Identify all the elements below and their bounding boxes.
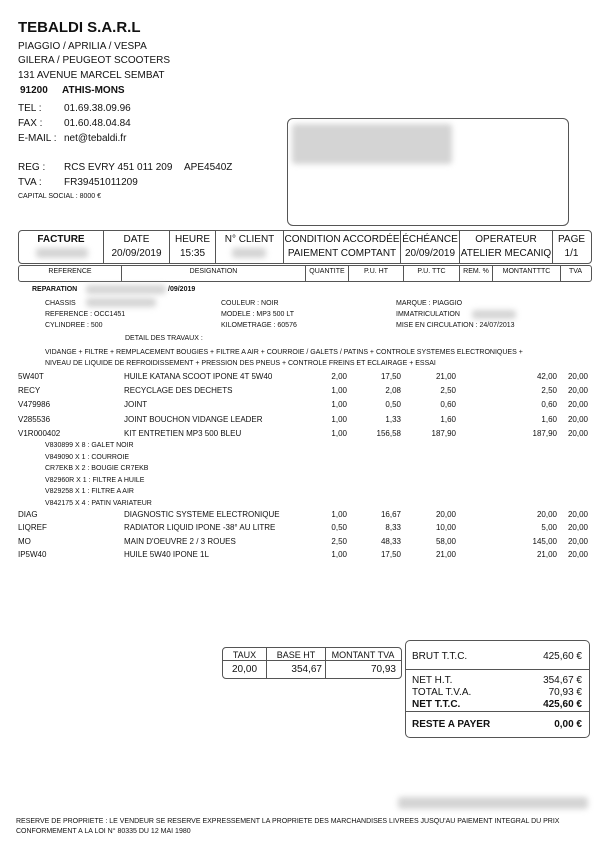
line-designation: HUILE 5W40 IPONE 1L [124,549,209,559]
kit-item: V829258 X 1 : FILTRE A AIR [45,488,134,495]
chassis-label: CHASSIS [45,300,76,307]
line-pu-ttc: 21,00 [435,372,456,381]
immatriculation-label: IMMATRICULATION [396,311,460,318]
company-address: 131 AVENUE MARCEL SEMBAT [18,70,165,81]
line-tva: 20,00 [567,523,588,533]
line-qty: 1,00 [331,400,347,410]
col-designation: DESIGNATION [189,268,238,275]
page-label: PAGE [557,234,586,245]
line-ref: RECY [18,386,41,396]
line-pu-ht: 17,50 [380,549,401,559]
line-qty: 1,00 [331,549,347,559]
circulation-label: MISE EN CIRCULATION : 24/07/2013 [396,322,515,329]
line-pu-ttc: 187,90 [431,428,456,438]
col-reference: REFERENCE [48,268,92,275]
tva-value: FR39451011209 [64,177,138,188]
fax-label: FAX : [18,118,43,129]
condition-value: PAIEMENT COMPTANT [287,248,397,259]
line-ref: 5W40T [18,372,44,381]
brut-ttc-value: 425,60 € [543,651,582,662]
company-brands-1: PIAGGIO / APRILIA / VESPA [18,41,147,52]
couleur-label: COULEUR : NOIR [221,300,279,307]
cylindree-label: CYLINDREE : 500 [45,322,103,329]
repair-title: REPARATION [32,286,78,293]
line-tva: 20,00 [567,428,588,438]
echeance-label: ÉCHÉANCE [402,234,458,245]
repair-date: /09/2019 [168,286,196,293]
line-ref: V479986 [18,400,51,410]
line-qty: 1,00 [331,428,347,438]
condition-label: CONDITION ACCORDÉE [284,234,400,245]
line-tva: 20,00 [567,400,588,410]
date-value: 20/09/2019 [111,248,162,259]
col-quantite: QUANTITE [309,268,345,275]
client-number-redacted [232,248,266,258]
footer-line-2: CONFORMEMENT A LA LOI N° 80335 DU 12 MAI 1980 [16,828,191,835]
line-designation: DIAGNOSTIC SYSTEME ELECTRONIQUE [124,510,280,519]
tel-value: 01.69.38.09.96 [64,103,131,114]
tax-taux-label: TAUX [232,650,257,660]
reference-label: REFERENCE : OCC1451 [45,311,126,318]
company-postcode: 91200 [20,85,48,96]
kit-item: V82960R X 1 : FILTRE A HUILE [45,476,145,484]
line-pu-ht: 1,33 [385,414,401,424]
line-designation: RADIATOR LIQUID IPONE -38° AU LITRE [124,523,276,533]
reg-value: RCS EVRY 451 011 209 [64,162,173,173]
line-pu-ht: 0,50 [385,400,401,410]
line-montant: 20,00 [536,510,557,519]
line-pu-ttc: 10,00 [435,523,456,533]
line-ref: DIAG [18,510,38,519]
net-ttc-value: 425,60 € [543,699,582,710]
line-montant: 2,50 [541,386,557,396]
line-pu-ht: 2,08 [385,386,401,396]
reste-a-payer-value: 0,00 € [554,719,582,730]
line-qty: 1,00 [331,510,347,519]
facture-label: FACTURE [37,234,85,245]
line-montant: 1,60 [541,414,557,424]
capital-social: CAPITAL SOCIAL : 8000 € [18,193,102,200]
client-address-redacted [292,124,452,164]
reg-label: REG : [18,162,46,173]
ape-value: APE4540Z [184,162,233,173]
line-pu-ht: 156,58 [376,428,401,438]
line-montant: 145,00 [532,536,557,546]
facture-number-redacted [36,248,88,258]
company-city: ATHIS-MONS [62,85,125,96]
heure-label: HEURE [174,234,210,245]
repair-number-redacted [86,285,166,294]
line-designation: RECYCLAGE DES DECHETS [124,386,233,396]
line-tva: 20,00 [567,510,588,519]
fax-value: 01.60.48.04.84 [64,118,131,129]
tax-montant-value: 70,93 [370,664,396,675]
client-label: N° CLIENT [224,234,275,245]
line-designation: HUILE KATANA SCOOT IPONE 4T 5W40 [124,372,273,381]
line-tva: 20,00 [567,372,588,381]
col-pu-ht: P.U. HT [364,268,388,275]
line-ref: V285536 [18,414,51,424]
line-qty: 1,00 [331,414,347,424]
email-value: net@tebaldi.fr [64,133,127,144]
page-value: 1/1 [564,248,579,259]
kilometrage-label: KILOMETRAGE : 60576 [221,322,297,329]
line-qty: 2,00 [331,372,347,381]
line-qty: 0,50 [331,523,347,533]
col-rem: REM. % [463,268,489,275]
company-brands-2: GILERA / PEUGEOT SCOOTERS [18,55,171,66]
col-pu-ttc: P.U. TTC [417,268,446,275]
line-qty: 1,00 [331,386,347,396]
line-pu-ttc: 20,00 [435,510,456,519]
tax-base-value: 354,67 [291,664,322,675]
line-designation: KIT ENTRETIEN MP3 500 BLEU [124,428,242,438]
line-designation: MAIN D'OEUVRE 2 / 3 ROUES [124,536,236,546]
net-ht-value: 354,67 € [543,675,582,686]
tel-label: TEL : [18,103,42,114]
detail-title: DETAIL DES TRAVAUX : [125,335,203,342]
tax-montant-label: MONTANT TVA [331,650,395,660]
kit-item: V830899 X 8 : GALET NOIR [45,442,134,449]
line-pu-ttc: 0,60 [440,400,456,410]
tax-base-label: BASE HT [276,650,316,660]
modele-label: MODELE : MP3 500 LT [221,311,295,318]
marque-label: MARQUE : PIAGGIO [396,300,463,307]
tax-taux-value: 20,00 [231,664,258,675]
email-label: E-MAIL : [18,133,57,144]
line-ref: V1R000402 [18,428,61,438]
operateur-label: OPERATEUR [475,234,537,245]
line-designation: JOINT BOUCHON VIDANGE LEADER [124,414,263,424]
col-tva: TVA [568,268,583,275]
detail-line-2: NIVEAU DE LIQUIDE DE REFROIDISSEMENT + PRESSION DES PNEUS + CONTROLE FREINS ET ECLAIRAGE + ESSAI [45,360,436,367]
col-montant-ttc: MONTANTTTC [502,268,551,275]
line-ref: IP5W40 [18,549,47,559]
line-tva: 20,00 [567,549,588,559]
line-tva: 20,00 [567,414,588,424]
line-ref: MO [18,536,31,546]
line-pu-ht: 17,50 [380,372,401,381]
line-tva: 20,00 [567,386,588,396]
operateur-value: ATELIER MECANIQ [460,248,552,259]
company-name: TEBALDI S.A.R.L [18,19,141,36]
tva-label: TVA : [18,177,42,188]
line-pu-ttc: 1,60 [440,414,456,424]
date-label: DATE [123,234,150,245]
footer-line-1: RESERVE DE PROPRIETE : LE VENDEUR SE RESERVE EXPRESSEMENT LA PROPRIETE DES MARCHANDISES LIVREES JUSQU'AU PAIEMENT INTEGRAL DU PRIX [16,818,560,825]
reste-a-payer-label: RESTE A PAYER [412,719,491,730]
line-montant: 42,00 [536,372,557,381]
line-pu-ttc: 2,50 [440,386,456,396]
total-tva-label: TOTAL T.V.A. [412,687,472,698]
line-pu-ttc: 21,00 [435,549,456,559]
net-ttc-label: NET T.T.C. [412,699,461,710]
net-ht-label: NET H.T. [412,675,453,686]
line-designation: JOINT [124,400,148,410]
detail-line-1: VIDANGE + FILTRE + REMPLACEMENT BOUGIES + FILTRE A AIR + COURROIE / GALETS / PATINS + CONTROLE SYSTEMES ELECTRONIQUES + [45,349,523,356]
chassis-redacted [86,298,156,307]
line-montant: 0,60 [541,400,557,410]
immatriculation-redacted [472,310,516,319]
line-pu-ht: 16,67 [380,510,401,519]
kit-item: V849090 X 1 : COURROIE [45,453,130,461]
heure-value: 15:35 [179,248,206,259]
line-pu-ht: 8,33 [385,523,401,533]
kit-item: CR7EKB X 2 : BOUGIE CR7EKB [45,465,149,472]
kit-item: V842175 X 4 : PATIN VARIATEUR [45,499,152,507]
line-montant: 21,00 [536,549,557,559]
line-qty: 2,50 [331,536,347,546]
line-tva: 20,00 [567,536,588,546]
line-ref: LIQREF [18,523,47,533]
line-montant: 5,00 [541,523,557,533]
echeance-value: 20/09/2019 [404,248,456,259]
line-pu-ttc: 58,00 [435,536,456,546]
footer-redacted [398,797,588,809]
line-pu-ht: 48,33 [380,536,401,546]
line-montant: 187,90 [532,428,557,438]
brut-ttc-label: BRUT T.T.C. [412,651,468,662]
total-tva-value: 70,93 € [548,687,582,698]
